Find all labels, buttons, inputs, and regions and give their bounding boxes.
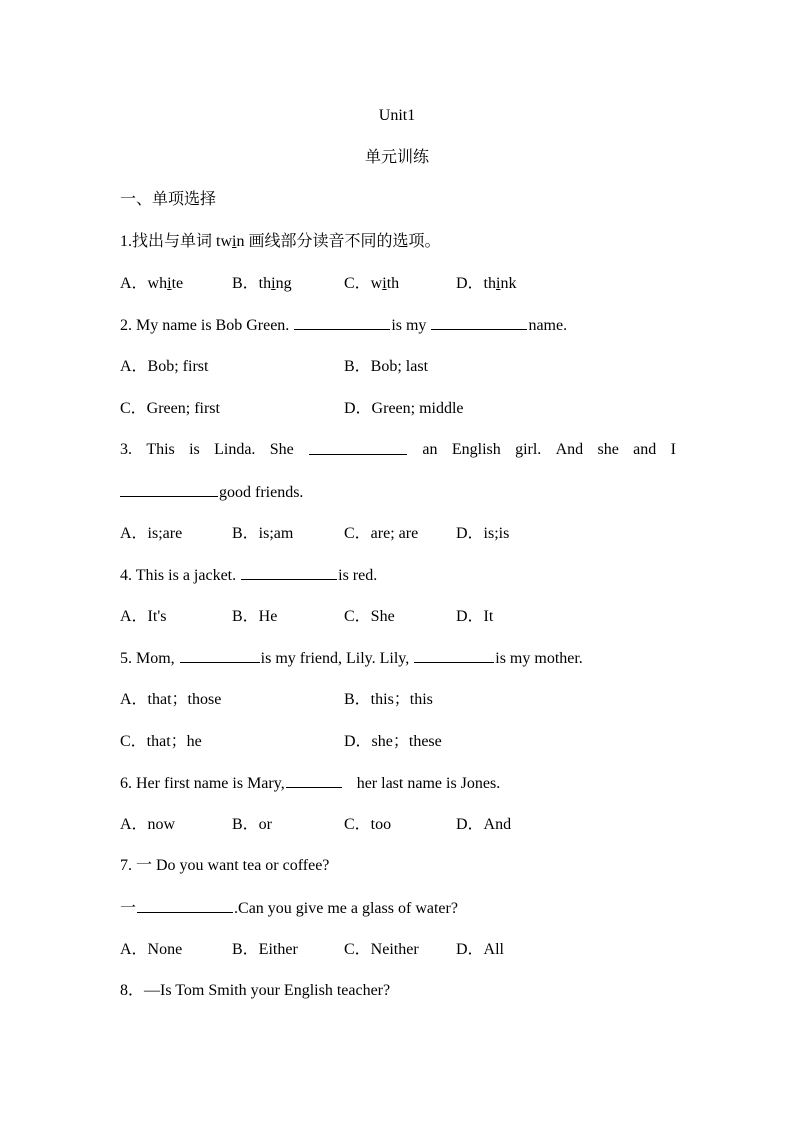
question-7-stem-line-1: 7. 一 Do you want tea or coffee? [120, 857, 330, 874]
q3-word: I [670, 441, 676, 458]
answer-blank[interactable] [431, 313, 527, 330]
q1-a-underlined: i [167, 275, 172, 292]
q5-part-2: is my friend, Lily. Lily, [260, 650, 410, 667]
q3-option-c[interactable]: C．are; are [344, 525, 419, 542]
question-6-stem [120, 771, 500, 795]
q2-part-2: is my [391, 317, 427, 334]
q1-c-pre: C．w [344, 275, 383, 292]
q1-option-a[interactable] [120, 272, 183, 296]
answer-blank[interactable] [414, 646, 494, 663]
question-5-stem [120, 646, 583, 670]
q6-option-a[interactable]: A．now [120, 816, 176, 833]
answer-blank[interactable] [137, 896, 233, 913]
q1-a-post: te [171, 275, 184, 292]
q1-option-c[interactable] [344, 272, 399, 296]
q4-part-2: is red. [338, 567, 378, 584]
answer-blank[interactable] [180, 646, 260, 663]
q1-d-post: nk [500, 275, 517, 292]
q3-word: English [451, 441, 501, 458]
q5-part-1: 5. Mom, [120, 650, 175, 667]
q2-part-3: name. [528, 317, 568, 334]
q3-word: and [633, 441, 657, 458]
question-4-stem [120, 563, 377, 587]
q2-option-c[interactable]: C．Green; first [120, 400, 220, 417]
q3-word: Linda. [214, 441, 256, 458]
q3-option-d[interactable]: D．is;is [456, 525, 510, 542]
q1-option-d[interactable] [456, 272, 516, 296]
q1-b-post: ng [275, 275, 292, 292]
q1-d-underlined: i [496, 275, 501, 292]
q3-word: girl. [515, 441, 542, 458]
unit-title: Unit1 [378, 107, 416, 124]
q1-c-underlined: i [382, 275, 387, 292]
q1-a-pre: A．wh [120, 275, 168, 292]
q6-part-2: her last name is Jones. [356, 775, 501, 792]
q6-part-1: 6. Her first name is Mary, [120, 775, 285, 792]
q2-option-a[interactable]: A．Bob; first [120, 358, 209, 375]
q3-option-b[interactable]: B．is;am [232, 525, 294, 542]
q7-part-2: .Can you give me a glass of water? [234, 900, 458, 917]
q4-option-b[interactable]: B．He [232, 608, 278, 625]
question-3-stem-line-1 [120, 438, 676, 462]
q1-stem-underlined: i [232, 233, 237, 250]
q2-part-1: 2. My name is Bob Green. [120, 317, 290, 334]
answer-blank[interactable] [294, 313, 390, 330]
q7-option-a[interactable]: A．None [120, 941, 183, 958]
q3-word: is [189, 441, 200, 458]
q4-option-a[interactable]: A．It's [120, 608, 167, 625]
q5-option-b[interactable]: B．this；this [344, 691, 433, 708]
section-heading: 一、单项选择 [120, 191, 217, 208]
q4-part-1: 4. This is a jacket. [120, 567, 237, 584]
question-1-stem [120, 230, 440, 254]
q5-part-3: is my mother. [495, 650, 583, 667]
q3-word: she [597, 441, 619, 458]
question-3-stem-line-2 [120, 480, 303, 504]
answer-blank[interactable] [120, 480, 218, 497]
q6-option-d[interactable]: D．And [456, 816, 512, 833]
question-7-stem-line-2 [120, 896, 458, 920]
page-subtitle: 单元训练 [364, 149, 429, 166]
q2-option-b[interactable]: B．Bob; last [344, 358, 429, 375]
q1-b-underlined: i [271, 275, 276, 292]
q4-option-d[interactable]: D．It [456, 608, 494, 625]
q2-option-d[interactable]: D．Green; middle [344, 400, 464, 417]
q3-word: 3. [120, 441, 132, 458]
q5-option-c[interactable]: C．that；he [120, 733, 202, 750]
q1-c-post: th [386, 275, 400, 292]
q7-option-b[interactable]: B．Either [232, 941, 298, 958]
q3-word: She [269, 441, 294, 458]
q3-word: This [146, 441, 175, 458]
q3-option-a[interactable]: A．is;are [120, 525, 183, 542]
answer-blank[interactable] [286, 771, 342, 788]
q1-stem-post: n 画线部分读音不同的选项。 [236, 233, 441, 250]
q4-option-c[interactable]: C．She [344, 608, 395, 625]
q1-stem-pre: 1.找出与单词 tw [120, 233, 233, 250]
q1-b-pre: B．th [232, 275, 272, 292]
q6-option-c[interactable]: C．too [344, 816, 392, 833]
q1-option-b[interactable] [232, 272, 292, 296]
q3-word: an [422, 441, 438, 458]
question-2-stem [120, 313, 567, 337]
q7-option-c[interactable]: C．Neither [344, 941, 419, 958]
q3-line2-text: good friends. [219, 484, 304, 501]
q3-word: And [555, 441, 584, 458]
q5-option-a[interactable]: A．that；those [120, 691, 222, 708]
question-8-stem: 8．—Is Tom Smith your English teacher? [120, 982, 391, 999]
q6-option-b[interactable]: B．or [232, 816, 273, 833]
q5-option-d[interactable]: D．she；these [344, 733, 442, 750]
answer-blank[interactable] [241, 563, 337, 580]
q7-option-d[interactable]: D．All [456, 941, 505, 958]
answer-blank[interactable] [309, 438, 407, 455]
q7-dash: 一 [120, 900, 137, 917]
q1-d-pre: D．th [456, 275, 497, 292]
